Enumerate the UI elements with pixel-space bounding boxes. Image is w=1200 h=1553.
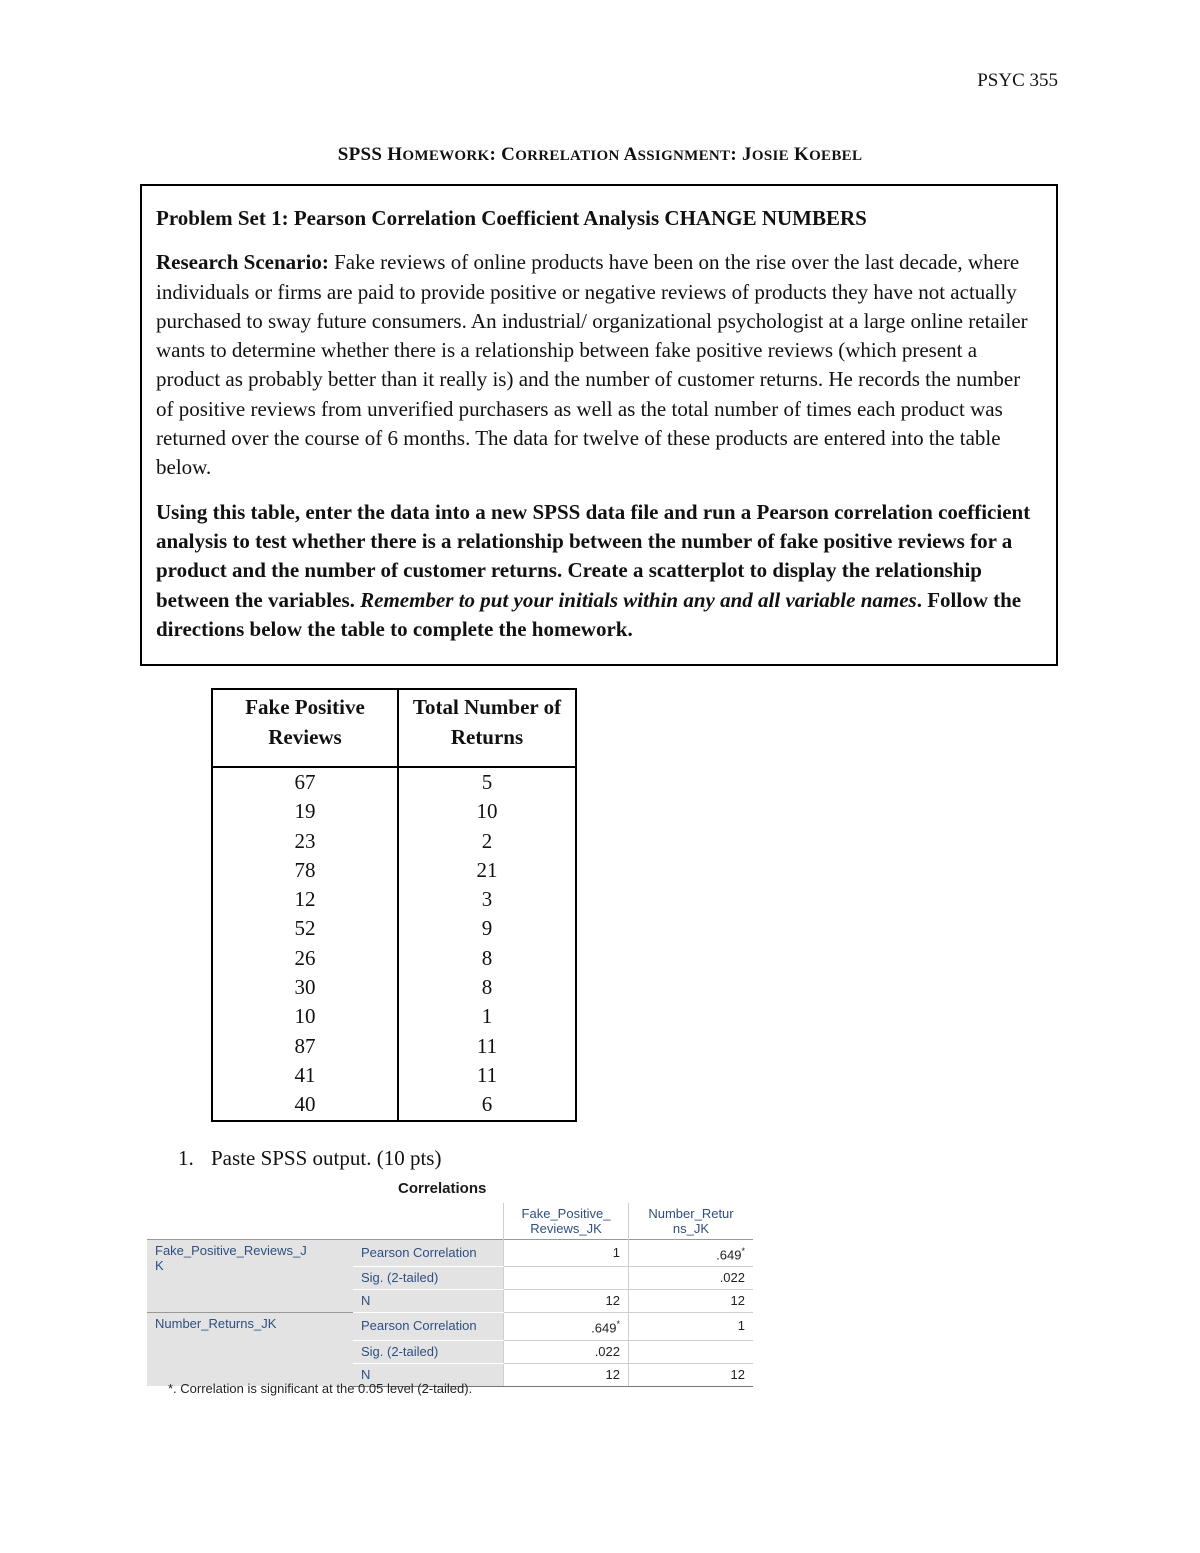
course-code: PSYC 355 [977,70,1058,91]
spss-cell: 12 [629,1290,754,1313]
table-row: 23 2 [212,827,576,856]
spss-cell: 1 [629,1313,754,1340]
table-row: 12 3 [212,885,576,914]
table-row: 67 5 [212,767,576,797]
instructions: Using this table, enter the data into a new SPSS data file and run a Pearson correlation coefficient analysis to test whether there is a relationship between the number of fake positive reviews for a product and the number of customer returns. Create a scatterplot to display the relationship between the variables. Remember to put your initials within any and all variable names. Follow the directions below the table to complete the homework. [156,499,1031,641]
spss-stat-label: Sig. (2-tailed) [353,1340,504,1363]
table-row: 19 10 [212,797,576,826]
header-fake-positive-reviews: Fake Positive Reviews [212,689,398,767]
spss-stat-label: Pearson Correlation [353,1240,504,1267]
spss-cell: .022 [504,1340,629,1363]
spss-cell: .649* [629,1240,754,1267]
spss-cell [629,1340,754,1363]
problem-box [140,184,1058,666]
header-total-returns: Total Number of Returns [398,689,576,767]
spss-cell: .022 [629,1267,754,1290]
table-row: 78 21 [212,856,576,885]
spss-cell: 12 [504,1290,629,1313]
table-row: 26 8 [212,944,576,973]
page-title: SPSS HOMEWORK: CORRELATION ASSIGNMENT: JOSIE KOEBEL [337,144,863,165]
table-row: 30 8 [212,973,576,1002]
table-row: 87 11 [212,1032,576,1061]
problem-heading: Problem Set 1: Pearson Correlation Coefficient Analysis CHANGE NUMBERS [156,206,867,230]
table-row: 10 1 [212,1002,576,1031]
spss-stat-label: N [353,1290,504,1313]
spss-stat-label: N [353,1363,504,1386]
table-row: 40 6 [212,1090,576,1120]
spss-row-var1: Fake_Positive_Reviews_J K [147,1240,353,1313]
spss-stat-label: Pearson Correlation [353,1313,504,1340]
table-row: 52 9 [212,914,576,943]
spss-correlations-table [147,1203,753,1387]
spss-cell: .649* [504,1313,629,1340]
spss-cell: 12 [629,1363,754,1386]
spss-row-var2: Number_Returns_JK [147,1313,353,1386]
spss-cell: 12 [504,1363,629,1386]
data-table [211,688,577,1122]
spss-col-returns: Number_Retur ns_JK [629,1203,754,1240]
spss-footnote: *. Correlation is significant at the 0.05 level (2-tailed). [168,1381,473,1396]
spss-cell: 1 [504,1240,629,1267]
spss-cell [504,1267,629,1290]
spss-output-title: Correlations [398,1180,487,1197]
spss-stat-label: Sig. (2-tailed) [353,1267,504,1290]
research-scenario: Research Scenario: Fake reviews of online products have been on the rise over the last decade, where individuals or firms are paid to provide positive or negative reviews of products they have not actually purchased to sway future consumers. An industrial/ organizational psychologist at a large online retailer wants to determine whether there is a relationship between fake positive reviews (which present a product as probably better than it really is) and the number of customer returns. He records the number of positive reviews from unverified purchasers as well as the total number of times each product was returned over the course of 6 months. The data for twelve of these products are entered into the table below. [156,250,1028,480]
table-row: 41 11 [212,1061,576,1090]
step-1: 1. Paste SPSS output. (10 pts) [178,1146,442,1170]
spss-col-fake-reviews: Fake_Positive_ Reviews_JK [504,1203,629,1240]
